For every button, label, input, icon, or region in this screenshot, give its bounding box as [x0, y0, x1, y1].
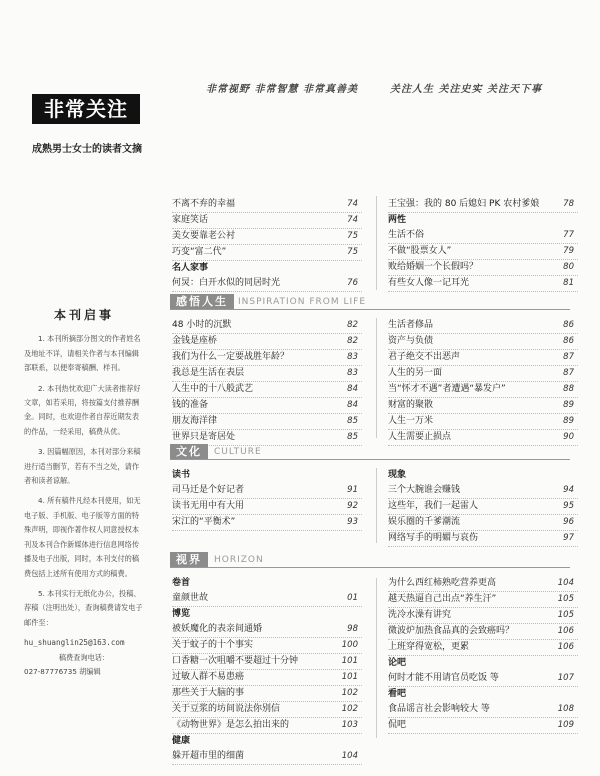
toc-entry [172, 670, 362, 686]
toc-col-top-right [388, 197, 578, 292]
toc-entry-page: 74 [347, 199, 358, 209]
toc-entry [172, 197, 362, 213]
section-rule [170, 309, 570, 310]
toc-entry [172, 366, 362, 382]
toc-entry-page: 85 [347, 432, 358, 442]
toc-entry-page: 96 [563, 517, 574, 527]
toc-entry-title: 侃吧 [388, 720, 407, 730]
toc-entry [388, 499, 578, 515]
slogan-right: 关注人生 关注史实 关注天下事 [390, 84, 542, 95]
toc-entry-page: 75 [347, 231, 358, 241]
toc-entry [388, 640, 578, 656]
toc-entry-page: 80 [563, 262, 574, 272]
toc-entry [172, 749, 362, 765]
toc-entry-page: 101 [341, 672, 358, 682]
toc-entry [172, 718, 362, 734]
toc-entry-title: 朋友海洋律 [172, 416, 218, 426]
toc-entry [388, 718, 578, 734]
toc-entry [388, 671, 578, 687]
toc-category-heading [388, 213, 578, 228]
toc-entry-title: 不离不弃的幸福 [172, 199, 236, 209]
toc-entry [388, 197, 578, 213]
magazine-logo [32, 94, 140, 124]
toc-entry-title: 看吧 [388, 689, 407, 699]
toc-entry-page: 87 [563, 352, 574, 362]
toc-entry [172, 318, 362, 334]
toc-entry [388, 592, 578, 608]
section-label: 文化 [170, 444, 208, 460]
toc-entry-title: 何时才能不用请官员吃饭 等 [388, 673, 499, 683]
toc-entry-title: 王宝强：我的 80 后媳妇 PK 农村爹娘 [388, 199, 540, 209]
toc-entry [172, 229, 362, 245]
toc-entry-title: 宋江的“平衡术” [172, 517, 236, 527]
toc-entry-title: 司马迁是个好记者 [172, 485, 245, 495]
toc-entry [172, 654, 362, 670]
toc-entry-page: 84 [347, 400, 358, 410]
toc-entry-title: 生活者修品 [388, 320, 434, 330]
toc-entry-title: 《动物世界》是怎么拍出来的 [172, 720, 290, 730]
toc-entry [172, 499, 362, 515]
logo-text: 非常关注 [44, 97, 128, 121]
toc-entry-title: 人生的另一面 [388, 368, 443, 378]
notice-paragraph: 4. 所有稿件凡经本刊使用，如无电子版、手机版、电子版等方面的特殊声明，即视作著作权人同意授权本刊及本刊合作新媒体进行信息网络传播及电子出版，同时，本刊支付的稿费包括上述所有使用方式的稿费。 [24, 496, 141, 578]
toc-entry-title: 网络写手的明媚与哀伤 [388, 533, 479, 543]
toc-entry [172, 398, 362, 414]
toc-entry-page: 92 [347, 501, 358, 511]
toc-entry [388, 608, 578, 624]
toc-entry-page: 102 [341, 688, 358, 698]
toc-category-heading [388, 468, 578, 483]
toc-entry-title: 过敏人群不易患癌 [172, 672, 245, 682]
toc-entry-title: 口香糖一次咀嚼不要超过十分钟 [172, 656, 299, 666]
toc-entry-title: 生活不俗 [388, 230, 425, 240]
toc-col-ganwu-left [172, 318, 362, 446]
toc-entry-page: 84 [347, 384, 358, 394]
toc-entry-title: 巧变“富二代” [172, 247, 227, 257]
toc-entry [172, 245, 362, 261]
toc-entry-title: 人生需要止损点 [388, 432, 452, 442]
toc-entry-page: 102 [341, 704, 358, 714]
toc-entry [388, 515, 578, 531]
toc-entry-page: 103 [341, 720, 358, 730]
toc-entry-page: 86 [563, 336, 574, 346]
toc-entry-page: 82 [347, 320, 358, 330]
toc-entry-page: 81 [563, 278, 574, 288]
toc-entry-title: 现象 [388, 470, 407, 480]
toc-col-wenhua-left [172, 468, 362, 531]
toc-entry [388, 398, 578, 414]
section-band-shijie [170, 552, 570, 568]
toc-entry-title: 这些年，我们一起雷人 [388, 501, 479, 511]
toc-entry [388, 483, 578, 499]
toc-entry [172, 702, 362, 718]
toc-entry-title: 何炅：白开水似的同居时光 [172, 278, 281, 288]
toc-entry-title: 关于蚊子的十个事实 [172, 640, 254, 650]
toc-entry-page: 94 [563, 485, 574, 495]
toc-entry [172, 591, 362, 607]
toc-entry-title: 名人家事 [172, 263, 209, 273]
toc-entry-title: 读书 [172, 470, 191, 480]
toc-col-ganwu-right [388, 318, 578, 446]
toc-entry-page: 101 [341, 656, 358, 666]
toc-entry-page: 83 [347, 368, 358, 378]
toc-entry-title: 资产与负债 [388, 336, 434, 346]
toc-entry [172, 382, 362, 398]
toc-entry-page: 98 [347, 624, 358, 634]
toc-entry-title: 童颜世故 [172, 593, 209, 603]
toc-entry [388, 318, 578, 334]
notice-phone-label: 稿费查询电话： [58, 652, 110, 662]
toc-entry-title: 卷首 [172, 578, 191, 588]
toc-entry-title: 我总是生活在表层 [172, 368, 245, 378]
section-label: 视界 [170, 552, 208, 568]
toc-entry-title: 越天热逼自己出点“养生汗” [388, 594, 497, 604]
notice-paragraph: 5. 本刊实行无纸化办公，投稿、荐稿（注明出处），查询稿费请发电子邮件至： [24, 588, 143, 627]
magazine-subtitle: 成熟男士女士的读者文摘 [32, 144, 142, 155]
toc-entry-title: 世界只是寄居处 [172, 432, 236, 442]
toc-entry-page: 91 [347, 485, 358, 495]
toc-entry-page: 87 [563, 368, 574, 378]
toc-entry-page: 88 [563, 384, 574, 394]
notice-title: 本刊启事 [53, 308, 114, 322]
toc-entry [172, 350, 362, 366]
toc-category-heading [172, 576, 362, 591]
toc-entry-page: 106 [557, 626, 574, 636]
toc-entry-page: 76 [347, 278, 358, 288]
toc-entry-title: 财富的聚散 [388, 400, 434, 410]
toc-entry [172, 483, 362, 499]
toc-entry [388, 260, 578, 276]
toc-category-heading [172, 607, 362, 622]
toc-entry [388, 366, 578, 382]
toc-entry-title: 博览 [172, 609, 191, 619]
section-rule [170, 459, 570, 460]
toc-entry [388, 334, 578, 350]
toc-col-top-left [172, 197, 362, 292]
toc-entry-title: 有些女人像一记耳光 [388, 278, 470, 288]
section-rule [170, 567, 570, 568]
toc-entry-title: 败给婚姻一个长假吗？ [388, 262, 479, 272]
notice-box [24, 308, 144, 679]
toc-entry-page: 104 [341, 751, 358, 761]
section-english: INSPIRATION FROM LIFE [238, 297, 367, 307]
toc-entry-title: 洗冷水澡有讲究 [388, 610, 452, 620]
toc-entry-title: 微波炉加热食品真的会致癌吗？ [388, 626, 515, 636]
toc-entry-title: 人生一万米 [388, 416, 434, 426]
toc-entry-page: 89 [563, 416, 574, 426]
toc-entry-page: 104 [557, 578, 574, 588]
toc-entry-page: 109 [557, 720, 574, 730]
toc-entry-title: 娱乐圈的千爹潮流 [388, 517, 461, 527]
toc-entry [388, 702, 578, 718]
toc-entry [172, 414, 362, 430]
toc-entry [388, 244, 578, 260]
section-band-ganwu [170, 294, 570, 310]
toc-col-shijie-right [388, 576, 578, 734]
toc-entry [388, 531, 578, 547]
toc-entry-page: 74 [347, 215, 358, 225]
toc-entry-title: 金钱是座桥 [172, 336, 218, 346]
toc-entry-title: 美女要靠老公衬 [172, 231, 236, 241]
toc-entry [172, 686, 362, 702]
toc-entry-page: 105 [557, 594, 574, 604]
toc-entry-title: 君子绝交不出恶声 [388, 352, 461, 362]
toc-category-heading [388, 687, 578, 702]
toc-entry-page: 106 [557, 642, 574, 652]
toc-entry [172, 334, 362, 350]
section-band-wenhua [170, 444, 570, 460]
column-divider [376, 578, 377, 738]
toc-entry [172, 622, 362, 638]
toc-entry-title: 为什么西红柿熟吃营养更高 [388, 578, 497, 588]
toc-entry-page: 83 [347, 352, 358, 362]
toc-entry [388, 350, 578, 366]
toc-category-heading [172, 261, 362, 276]
toc-entry-title: 48 小时的沉默 [172, 320, 232, 330]
notice-email: hu_shuanglin25@163.com [24, 638, 125, 648]
toc-entry-title: 食品谣言社会影响较大 等 [388, 704, 490, 714]
column-divider [376, 318, 377, 438]
toc-category-heading [172, 468, 362, 483]
toc-entry [172, 638, 362, 654]
toc-entry-page: 107 [557, 673, 574, 683]
toc-entry [172, 515, 362, 531]
toc-col-shijie-left [172, 576, 362, 765]
toc-entry-page: 89 [563, 400, 574, 410]
toc-entry-title: 躲开超市里的细菌 [172, 751, 245, 761]
toc-entry-page: 86 [563, 320, 574, 330]
toc-entry-title: 关于豆浆的坊间说法你别信 [172, 704, 281, 714]
toc-entry-title: 人生中的十八般武艺 [172, 384, 254, 394]
toc-entry-title: 那些关于大脑的事 [172, 688, 245, 698]
toc-category-heading [172, 734, 362, 749]
toc-entry-title: 三个大腕谁会赚钱 [388, 485, 461, 495]
slogan-left: 非常视野 非常智慧 非常真善美 [206, 84, 358, 95]
toc-entry [388, 414, 578, 430]
toc-entry-title: 家庭笑话 [172, 215, 209, 225]
toc-col-wenhua-right [388, 468, 578, 547]
toc-entry-page: 105 [557, 610, 574, 620]
toc-entry-title: 论吧 [388, 658, 407, 668]
toc-entry-page: 93 [347, 517, 358, 527]
toc-entry [388, 624, 578, 640]
toc-entry-page: 95 [563, 501, 574, 511]
column-divider [376, 468, 377, 543]
toc-entry-page: 75 [347, 247, 358, 257]
toc-entry [388, 276, 578, 292]
toc-entry-page: 85 [347, 416, 358, 426]
notice-paragraph: 2. 本刊热忱欢迎广大读者推荐好文章，如若采用，将按篇支付推荐酬金。同时，也欢迎作者自荐近期发表的作品，一经采用，稿费从优。 [24, 383, 141, 436]
toc-entry [172, 276, 362, 292]
toc-entry-page: 100 [341, 640, 358, 650]
toc-entry [388, 576, 578, 592]
notice-phone: 027-87776735 胡编辑 [24, 666, 101, 676]
toc-entry-page: 77 [563, 230, 574, 240]
toc-entry [172, 213, 362, 229]
toc-entry-page: 97 [563, 533, 574, 543]
toc-entry-title: 我们为什么一定要战胜年龄？ [172, 352, 290, 362]
toc-entry-title: 被妖魔化的表亲间通婚 [172, 624, 263, 634]
toc-entry-page: 90 [563, 432, 574, 442]
toc-entry-title: 不做“股票女人” [388, 246, 452, 256]
toc-entry-title: 当“怀才不遇”者遭遇“暴发户” [388, 384, 506, 394]
toc-entry [388, 382, 578, 398]
toc-entry [388, 228, 578, 244]
toc-entry-page: 79 [563, 246, 574, 256]
toc-entry-title: 两性 [388, 215, 407, 225]
toc-entry-page: 01 [347, 593, 358, 603]
section-label: 感悟人生 [170, 294, 234, 310]
toc-entry-title: 健康 [172, 736, 191, 746]
section-english: CULTURE [214, 447, 262, 457]
section-english: HORIZON [214, 555, 264, 565]
toc-category-heading [388, 656, 578, 671]
toc-entry-page: 108 [557, 704, 574, 714]
toc-entry-page: 82 [347, 336, 358, 346]
toc-entry-title: 钱的准备 [172, 400, 209, 410]
toc-entry-title: 读书无用中有大用 [172, 501, 245, 511]
column-divider [376, 196, 377, 290]
toc-entry-title: 上班穿得宽松，更累 [388, 642, 470, 652]
toc-entry-page: 78 [563, 199, 574, 209]
notice-paragraph: 1. 本刊所摘部分图文的作者姓名及地址不详，请相关作者与本刊编辑部联系，以便奉寄稿酬、样刊。 [24, 334, 141, 373]
notice-paragraph: 3. 因篇幅原因，本刊对部分来稿进行适当删节，若有不当之处，请作者和读者谅解。 [24, 447, 141, 486]
